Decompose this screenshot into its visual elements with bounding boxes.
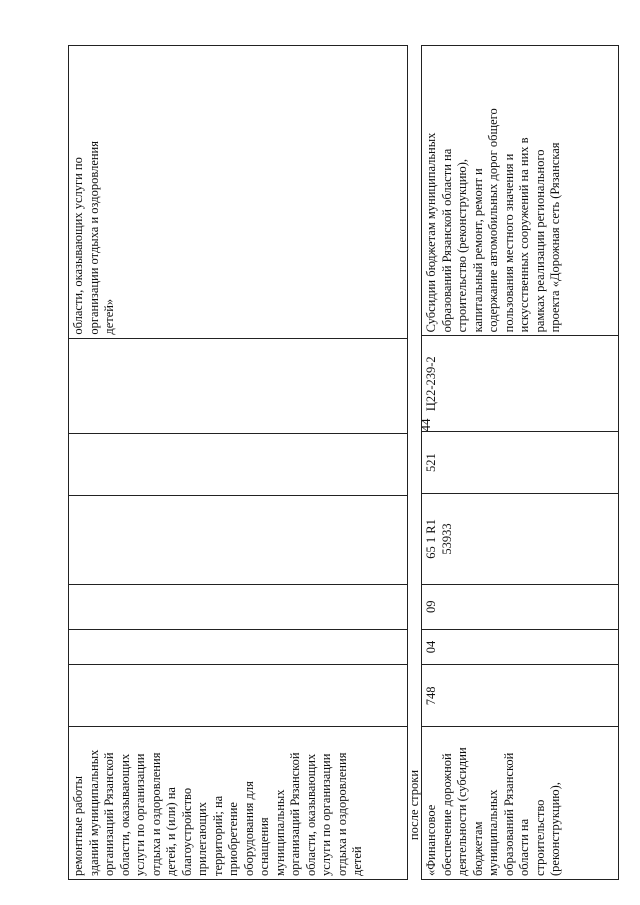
cell-code-2: 04	[422, 629, 619, 665]
cell-code-5	[69, 434, 408, 496]
cell-code-6	[69, 338, 408, 433]
rotated-page-content	[68, 45, 619, 880]
cell-name: «Финансовое обеспечение дорожной деятельности (субсидии бюджетам муниципальных образований Рязанской области на строительство (реконструкцию),	[422, 727, 619, 880]
cell-code-1: 748	[422, 665, 619, 727]
cell-code-3	[69, 585, 408, 630]
table-top	[68, 45, 408, 880]
cell-code-5: 521	[422, 432, 619, 494]
cell-description: Субсидии бюджетам муниципальных образований Рязанской области на строительство (реконструкцию), капитальный ремонт, ремонт и содержание автомобильных дорог общего пользования местного значения и искусственных сооружений на них в рамках реализации регионального проекта «Дорожная сеть (Рязанская	[422, 46, 619, 336]
cell-code-6: Ц22-239-2	[422, 336, 619, 432]
table-bottom	[421, 45, 619, 880]
cell-code-2	[69, 629, 408, 664]
condition-label: после строки	[407, 769, 421, 841]
cell-code-4	[69, 495, 408, 585]
table-row	[422, 46, 619, 880]
cell-name: ремонтные работы зданий муниципальных организаций Рязанской области, оказывающих услуги по организации отдыха и оздоровления детей, и (или) на благоустройство прилегающих территорий; на приобретение оборудования для оснащения муниципальных организаций Рязанской области, оказывающих услуги по организации отдыха и оздоровления детей	[69, 726, 408, 879]
cell-code-1	[69, 665, 408, 727]
page-number: 44	[418, 418, 433, 432]
cell-code-4: 65 1 R1 53933	[422, 494, 619, 585]
table-row	[69, 46, 408, 880]
cell-code-3: 09	[422, 584, 619, 629]
cell-description: области, оказывающих услуги по организации отдыха и оздоровления детей»	[69, 46, 408, 339]
